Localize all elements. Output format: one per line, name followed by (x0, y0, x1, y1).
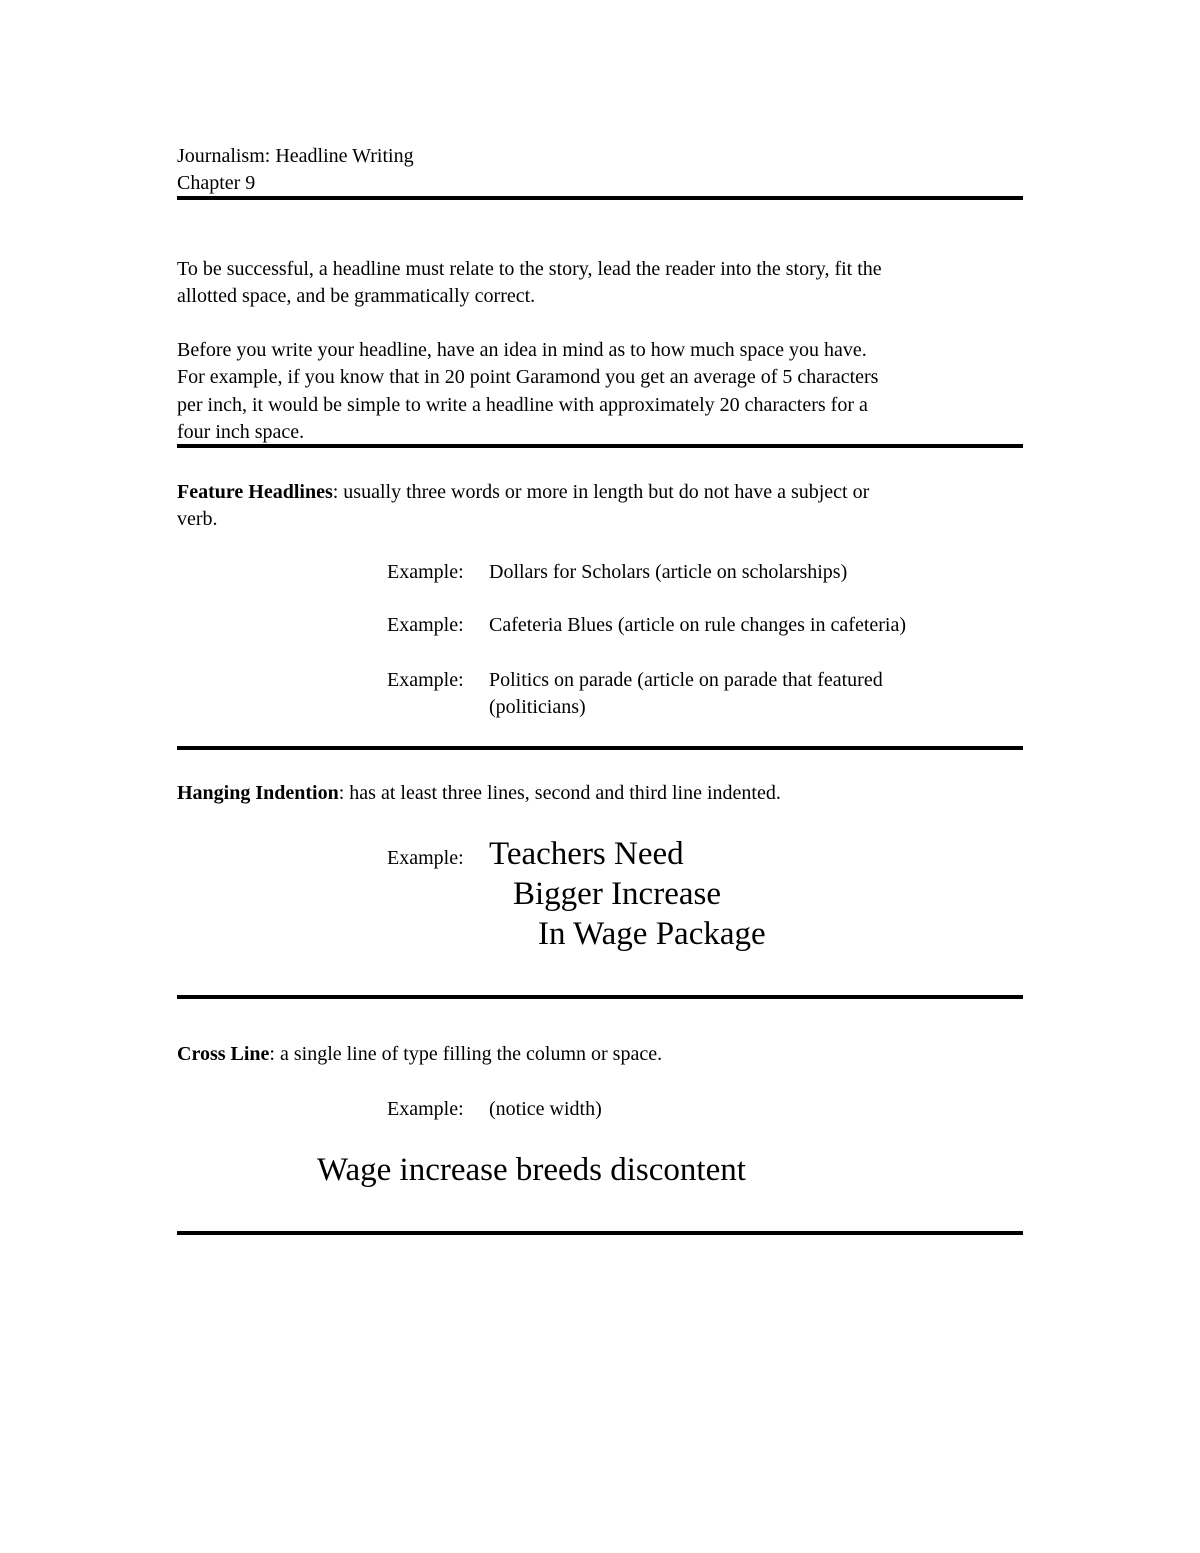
paragraph-line: Before you write your headline, have an idea in mind as to how much space you have. (177, 339, 867, 361)
example-label: Example: (387, 669, 464, 691)
paragraph-line: four inch space. (177, 420, 305, 443)
paragraph-line: To be successful, a headline must relate to the story, lead the reader into the story, fit the (177, 258, 882, 280)
hanging-example-line-2: Bigger Increase (513, 876, 721, 912)
feature-headlines-text-cont: verb. (177, 508, 218, 530)
divider-rule (177, 746, 1023, 750)
paragraph-line: allotted space, and be grammatically correct. (177, 285, 536, 308)
cross-line-definition (177, 1041, 662, 1068)
hanging-indention-term: Hanging Indention (177, 782, 339, 804)
example-label: Example: (387, 1098, 464, 1120)
hanging-indention-definition (177, 780, 781, 807)
example-text: Dollars for Scholars (article on scholarships) (489, 561, 848, 583)
cross-line-term: Cross Line (177, 1043, 270, 1065)
cross-line-text: : a single line of type filling the column or space. (269, 1043, 663, 1065)
paragraph-line: For example, if you know that in 20 point Garamond you get an average of 5 characters (177, 366, 879, 389)
hanging-indention-text: : has at least three lines, second and third line indented. (338, 782, 781, 804)
example-text: Cafeteria Blues (article on rule changes in cafeteria) (489, 614, 907, 636)
example-label: Example: (387, 561, 464, 583)
example-text: Politics on parade (article on parade that featured (489, 669, 883, 691)
chapter-label: Chapter 9 (177, 172, 256, 194)
example-label: Example: (387, 614, 464, 636)
paragraph-line: per inch, it would be simple to write a headline with approximately 20 characters for a (177, 393, 868, 416)
divider-rule (177, 444, 1023, 448)
intro-paragraph-1 (177, 256, 1023, 311)
hanging-example-line-3: In Wage Package (538, 916, 766, 952)
example-label: Example: (387, 847, 464, 869)
example-text-cont: (politicians) (489, 696, 586, 718)
feature-headlines-text: : usually three words or more in length but do not have a subject or (332, 481, 870, 503)
divider-rule (177, 995, 1023, 999)
divider-rule (177, 1231, 1023, 1235)
document-title: Journalism: Headline Writing (177, 145, 414, 167)
hanging-example-line-1: Teachers Need (489, 836, 684, 872)
divider-rule (177, 196, 1023, 200)
example-note: (notice width) (489, 1098, 602, 1120)
feature-headlines-term: Feature Headlines (177, 481, 333, 503)
cross-line-example-headline: Wage increase breeds discontent (317, 1152, 746, 1188)
intro-paragraph-2 (177, 337, 1023, 446)
feature-headlines-definition (177, 479, 869, 506)
